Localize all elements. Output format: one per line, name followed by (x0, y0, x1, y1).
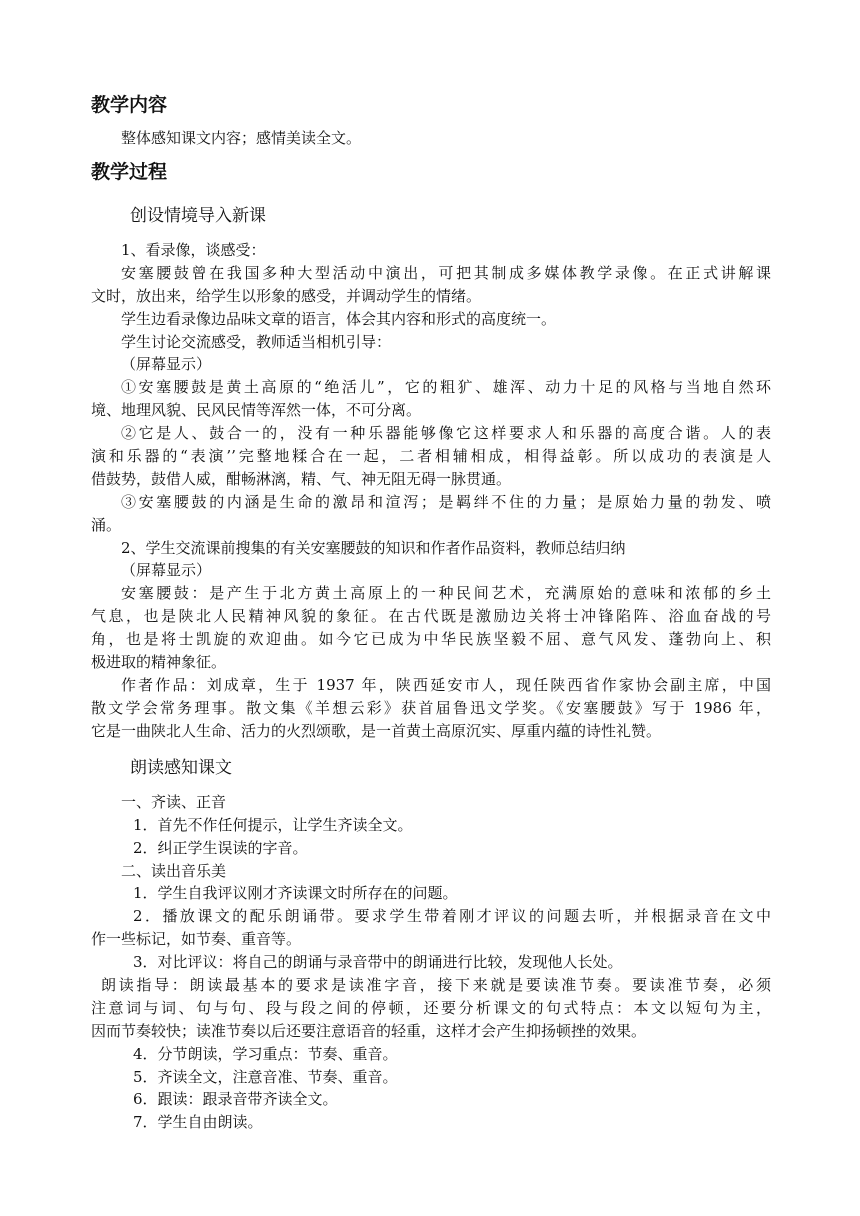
paragraph-line: 学生讨论交流感受，教师适当相机引导： (121, 333, 392, 351)
paragraph-line: 散文学会常务理事。散文集《羊想云彩》获首届鲁迅文学奖。《安塞腰鼓》写于 1986 年， (91, 699, 771, 717)
screen-display-label: （屏幕显示） (121, 355, 212, 373)
list-item: 3．对比评议：将自己的朗诵与录音带中的朗诵进行比较，发现他人长处。 (133, 953, 623, 971)
paragraph-line: 境、地理风貌、民风民情等浑然一体，不可分离。 (91, 401, 422, 419)
paragraph-line: 文时，放出来，给学生以形象的感受，并调动学生的情绪。 (91, 287, 482, 305)
list-item: 4．分节朗读，学习重点：节奏、重音。 (133, 1045, 398, 1063)
paragraph-line: 作一些标记，如节奏、重音等。 (91, 930, 302, 948)
paragraph-line: 因而节奏较快；读准节奏以后还要注意语音的轻重，这样才会产生抑扬顿挫的效果。 (91, 1022, 647, 1040)
paragraph-line: 它是一曲陕北人生命、活力的火烈颂歌，是一首黄土高原沉实、厚重内蕴的诗性礼赞。 (91, 722, 662, 740)
paragraph-line: 安塞腰鼓：是产生于北方黄土高原上的一种民间艺术，充满原始的意味和浓郁的乡土 (121, 584, 771, 602)
paragraph-line: 极进取的精神象征。 (91, 653, 227, 671)
paragraph-line: 安塞腰鼓曾在我国多种大型活动中演出，可把其制成多媒体教学录像。在正式讲解课 (121, 264, 771, 282)
paragraph-line: 演和乐器的“表演’’完整地糅合在一起，二者相辅相成，相得益彰。所以成功的表演是人 (91, 447, 771, 465)
heading-teaching-content: 教学内容 (91, 94, 168, 116)
paragraph-line: ①安塞腰鼓是黄土高原的“绝活儿”，它的粗犷、雄浑、动力十足的风格与当地自然环 (121, 378, 771, 396)
list-item: 1．首先不作任何提示，让学生齐读全文。 (133, 816, 413, 834)
paragraph-line: 一、齐读、正音 (121, 793, 227, 811)
heading-teaching-process: 教学过程 (91, 161, 168, 183)
paragraph-line: 2、学生交流课前搜集的有关安塞腰鼓的知识和作者作品资料，教师总结归纳 (121, 539, 626, 557)
paragraph-line: 注意词与词、句与句、段与段之间的停顿，还要分析课文的句式特点：本文以短句为主， (91, 999, 771, 1017)
list-item: 2．纠正学生误读的字音。 (133, 839, 308, 857)
paragraph-line: ③安塞腰鼓的内涵是生命的激昂和渲泻；是羁绊不住的力量；是原始力量的勃发、喷 (121, 493, 771, 511)
list-item: 2．播放课文的配乐朗诵带。要求学生带着刚才评议的问题去听，并根据录音在文中 (133, 907, 771, 925)
paragraph-line: ②它是人、鼓合一的，没有一种乐器能够像它这样要求人和乐器的高度合谐。人的表 (121, 424, 771, 442)
list-item: 1．学生自我评议刚才齐读课文时所存在的问题。 (133, 884, 458, 902)
paragraph-line: 作者作品：刘成章，生于 1937 年，陕西延安市人，现任陕西省作家协会副主席，中国 (121, 676, 771, 694)
screen-display-label: （屏幕显示） (121, 561, 212, 579)
part1-title: 创设情境导入新课 (130, 206, 266, 226)
paragraph-line: 涌。 (91, 516, 122, 534)
paragraph-line: 借鼓势，鼓借人威，酣畅淋漓，精、气、神无阻无碍一脉贯通。 (91, 470, 512, 488)
paragraph-line: 1、看录像，谈感受： (121, 241, 266, 259)
paragraph-line: 二、读出音乐美 (121, 862, 227, 880)
paragraph-line: 角，也是将士凯旋的欢迎曲。如今它已成为中华民族坚毅不屈、意气风发、蓬勃向上、积 (91, 630, 771, 648)
list-item: 5．齐读全文，注意音准、节奏、重音。 (133, 1068, 398, 1086)
paragraph-line: 学生边看录像边品味文章的语言，体会其内容和形式的高度统一。 (121, 310, 557, 328)
list-item: 6．跟读：跟录音带齐读全文。 (133, 1090, 338, 1108)
part2-title: 朗读感知课文 (130, 758, 232, 778)
paragraph-line: 朗读指导：朗读最基本的要求是读准字音，接下来就是要读准节奏。要读准节奏，必须 (101, 976, 771, 994)
list-item: 7．学生自由朗读。 (133, 1113, 263, 1131)
teaching-content-text: 整体感知课文内容；感情美读全文。 (121, 129, 362, 147)
paragraph-line: 气息，也是陕北人民精神风貌的象征。在古代既是激励边关将士冲锋陷阵、浴血奋战的号 (91, 607, 771, 625)
